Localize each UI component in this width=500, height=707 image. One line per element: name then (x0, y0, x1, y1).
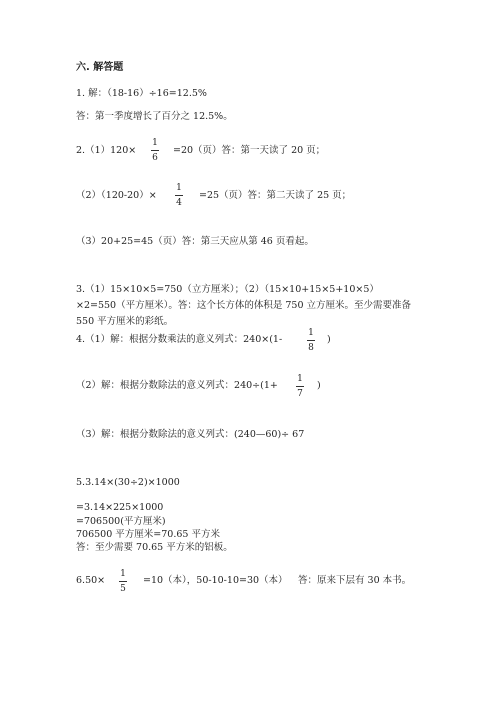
fraction-bar (175, 195, 183, 196)
q2-part1-prefix: 2.（1）120× (76, 145, 137, 156)
fraction-bar (119, 581, 127, 582)
q4-part2-fraction (295, 374, 305, 399)
fraction-numerator: 1 (176, 183, 182, 193)
q6-calculation: =10（本），50-10-10=30（本） (143, 575, 288, 586)
q6-answer: 答：原来下层有 30 本书。 (298, 575, 412, 586)
section-title: 六. 解答题 (76, 62, 124, 73)
q5-answer: 答：至少需要 70.65 平方米的铝板。 (76, 542, 233, 553)
q6-prefix: 6.50× (76, 575, 106, 586)
q4-part1-prefix: 4.（1）解：根据分数乘法的意义列式：240×(1- (76, 334, 283, 345)
q5-line4: 706500 平方厘米=70.65 平方米 (76, 529, 220, 540)
q2-part1-fraction (150, 138, 160, 163)
fraction-denominator: 5 (120, 584, 126, 594)
q2-part1-suffix: =20（页）答：第一天读了 20 页； (173, 145, 326, 156)
fraction-numerator: 1 (152, 138, 158, 148)
fraction-numerator: 1 (297, 374, 303, 384)
q2-part2-prefix: （2）（120-20）× (76, 190, 157, 201)
q4-part1-fraction (306, 328, 316, 353)
q4-part1-suffix: ) (327, 334, 331, 345)
q2-part2-fraction (174, 183, 184, 208)
fraction-numerator: 1 (308, 328, 314, 338)
q4-part2-prefix: （2）解：根据分数除法的意义列式：240÷(1+ (76, 380, 278, 391)
fraction-denominator: 8 (308, 343, 314, 353)
fraction-bar (151, 150, 159, 151)
q3-line1: 3.（1）15×10×5=750（立方厘米）；（2）（15×10+15×5+10×5） (76, 284, 379, 295)
q6-fraction (118, 569, 128, 594)
fraction-denominator: 6 (152, 153, 158, 163)
q3-line3: 550 平方厘米的彩纸。 (76, 316, 174, 327)
q1-solution: 1. 解：（18-16）÷16=12.5% (76, 88, 207, 99)
fraction-numerator: 1 (120, 569, 126, 579)
fraction-bar (296, 386, 304, 387)
q1-answer: 答：第一季度增长了百分之 12.5%。 (76, 111, 233, 122)
q3-line2: ×2=550（平方厘米）。答：这个长方体的体积是 750 立方厘米。至少需要准备 (76, 300, 412, 311)
fraction-denominator: 7 (297, 389, 303, 399)
q5-line3: =706500(平方厘米) (76, 516, 166, 527)
fraction-bar (307, 340, 315, 341)
q2-part2-suffix: =25（页）答：第二天读了 25 页； (199, 190, 352, 201)
q4-part2-suffix: ) (317, 380, 321, 391)
q4-part3: （3）解：根据分数除法的意义列式：(240—60)÷ 67 (76, 429, 305, 440)
q5-line2: =3.14×225×1000 (76, 502, 164, 513)
q5-line1: 5.3.14×(30÷2)×1000 (76, 477, 180, 488)
q2-part3: （3）20+25=45（页）答：第三天应从第 46 页看起。 (76, 236, 314, 247)
fraction-denominator: 4 (176, 198, 182, 208)
